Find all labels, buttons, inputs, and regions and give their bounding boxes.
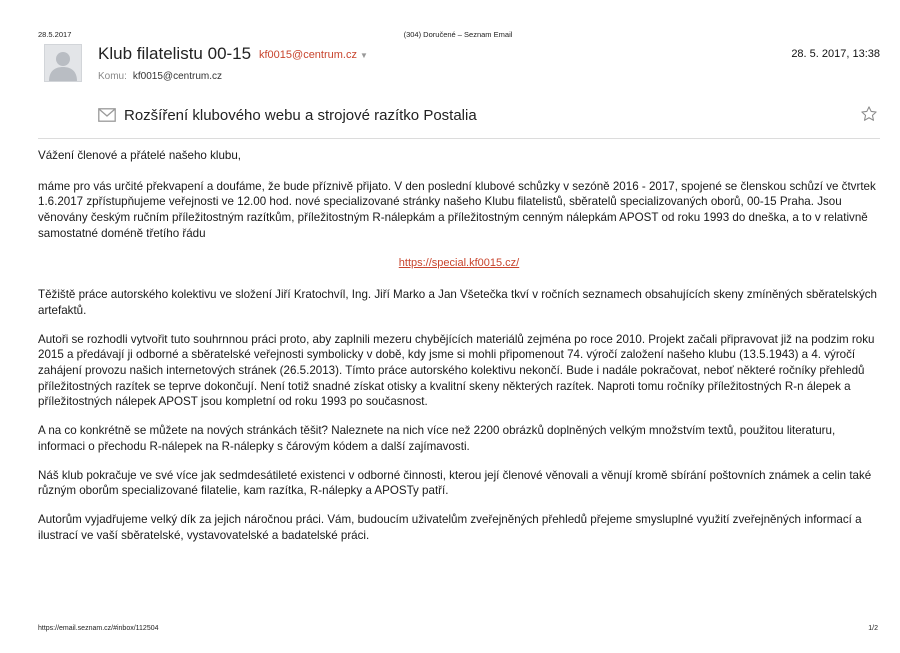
body-paragraph-4: A na co konkrétně se můžete na nových stránkách těšit? Naleznete na nich více než 2200 obrázků doplněných velkým množstvím textů, použitou literaturu, informaci o přechodu R-nálepek na R-nálepky s čárovým kódem a další zajímavosti. (38, 424, 836, 453)
recipient-line (98, 71, 222, 82)
sender-email-text: kf0015@centrum.cz (259, 49, 357, 61)
recipient-label: Komu: (98, 71, 127, 82)
envelope-icon (98, 108, 116, 122)
print-page-number: 1/2 (868, 625, 878, 632)
person-icon (45, 45, 81, 81)
sender-name[interactable]: Klub filatelistu 00-15 (98, 44, 252, 63)
email-body (38, 148, 880, 556)
body-paragraph-1: máme pro vás určité překvapení a doufáme, že bude příznivě přijato. V den poslední klubové schůzky v sezóně 2016 - 2017, spojené se členskou schůzí ve čtvrtek 1.6.2017 zpřístupňujeme veřejnosti ve 12.00 hod. nové specializované stránky našeho Klubu filatelistů, sběratelů specializovaných oborů, 00-15 Praha. Jsou věnovány českým ručním příležitostným razítkům, příležitostným R-nálepkám a příležitostným cenným nálepkám APOST od roku 1993 do dneška, a to v relativně samostatné doméně třetího řádu (38, 179, 876, 240)
body-paragraph-3: Autoři se rozhodli vytvořit tuto souhrnnou práci proto, aby zaplnili mezeru chybějících materiálů zejména po roce 2010. Projekt začali připravovat již na podzim roku 2015 a předávají ji odborné a sběratelské veřejnosti symbolicky v době, kdy jsme si mohli připomenout 74. výročí založení našeho klubu (13.5.1943) a 4. výročí zahájení provozu našich internetových stránek (26.5.2013). Tímto práce autorského kolektivu nekončí. Bude i nadále pokračovat, neboť některé ročníky přehledů příležitostných razítek se teprve dokončují. Není totiž snadné získat otisky a kvalitní skeny některých razítek. Naproti tomu ročníky příležitostných R-n álepek a příležitostných nálepek APOST jsou kompletní od roku 1993 po současnost. (38, 332, 875, 409)
star-icon[interactable] (860, 105, 878, 123)
print-window-title: (304) Doručené – Seznam Email (403, 30, 513, 39)
print-footer (38, 625, 878, 632)
sent-datetime: 28. 5. 2017, 13:38 (791, 48, 880, 60)
body-paragraph-2: Těžiště práce autorského kolektivu ve složení Jiří Kratochvíl, Ing. Jiří Marko a Jan Všetečka tkví v ročních seznamech obsahujících skeny zmíněných sběratelských artefaktů. (38, 288, 877, 317)
special-site-link[interactable]: https://special.kf0015.cz/ (398, 256, 520, 269)
subject-row (38, 96, 880, 139)
body-paragraph-6: Autorům vyjadřujeme velký dík za jejich náročnou práci. Vám, budoucím uživatelům zveřejněných přehledů přejeme smysluplné využití zveřejněných informací a ilustrací ve vaší sběratelské, vystavovatelské a badatelské práci. (38, 512, 862, 542)
print-date: 28.5.2017 (38, 30, 72, 39)
link-row (38, 255, 880, 272)
avatar[interactable] (44, 44, 82, 82)
email-header (38, 40, 880, 90)
recipient-email[interactable]: kf0015@centrum.cz (132, 71, 222, 82)
chevron-down-icon[interactable]: ▼ (360, 51, 368, 60)
email-subject: Rozšíření klubového webu a strojové razítko Postalia (124, 107, 477, 124)
email-greeting: Vážení členové a přátelé našeho klubu, (38, 149, 242, 162)
body-paragraph-5: Náš klub pokračuje ve své více jak sedmdesátileté existenci v odborné činnosti, kterou její členové věnovali a věnují kromě sbírání poštovních známek a celin také různým oborům specializované filatelie, kam razítka, R-nálepky a APOSTy patří. (38, 468, 872, 498)
sender-email[interactable] (259, 49, 368, 61)
print-url: https://email.seznam.cz/#inbox/112504 (38, 625, 159, 632)
